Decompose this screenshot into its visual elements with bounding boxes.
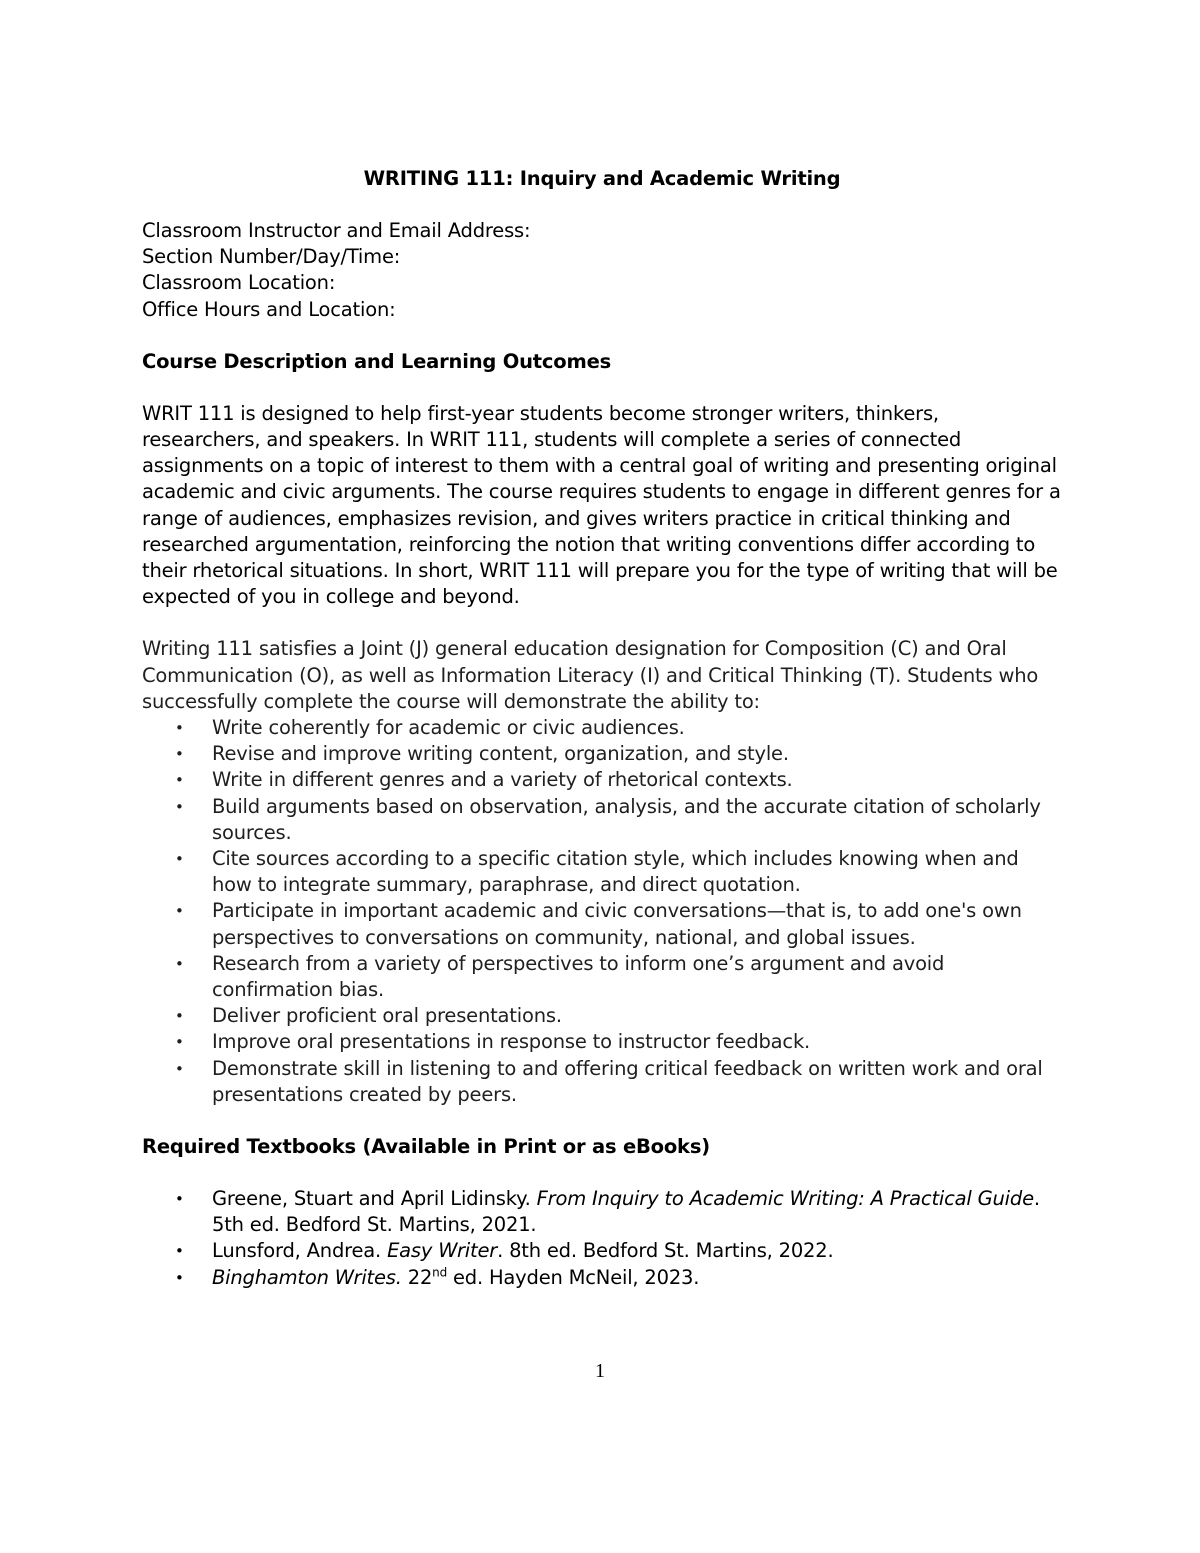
course-info-block [142,218,1062,323]
textbook-edition-suffix: nd [432,1265,447,1280]
outcome-item [142,715,1062,741]
outcome-item [142,951,1062,1003]
outcome-text: Deliver proficient oral presentations. [212,1004,562,1028]
bullet-icon: • [175,1033,184,1052]
outcome-text: Revise and improve writing content, organization, and style. [212,742,789,766]
outcome-text: Demonstrate skill in listening to and offering critical feedback on written work and oral presentations created by peers. [212,1056,1043,1106]
textbook-item [142,1265,1062,1291]
outcome-item [142,1056,1062,1108]
outcome-text: Improve oral presentations in response to instructor feedback. [212,1030,811,1054]
designation-paragraph: Writing 111 satisfies a Joint (J) general education designation for Composition (C) and Oral Communication (O), as well as Information Literacy (I) and Critical Thinking (T). Students who successfully complete the course will demonstrate the ability to: [142,637,1039,713]
outcome-text: Write in different genres and a variety of rhetorical contexts. [212,768,793,792]
textbook-author: Lunsford, Andrea. [212,1239,388,1263]
page-number: 1 [595,1360,605,1382]
textbook-edition: . 8th ed. Bedford St. Martins, 2022. [497,1239,834,1263]
instructor-line: Classroom Instructor and Email Address: [142,219,531,242]
bullet-icon: • [175,1007,184,1026]
outcome-item [142,741,1062,767]
section-line: Section Number/Day/Time: [142,245,401,269]
learning-outcomes-list [142,715,1062,1108]
textbook-author: Greene, Stuart and April Lidinsky. [212,1187,537,1211]
bullet-icon: • [175,1190,184,1209]
bullet-icon: • [175,745,184,764]
outcome-text: Cite sources according to a specific citation style, which includes knowing when and how to integrate summary, paraphrase, and direct quotation. [212,847,1019,897]
bullet-icon: • [175,771,184,790]
textbook-title: Easy Writer [387,1239,498,1263]
outcome-item [142,898,1062,950]
textbook-edition: . 5th ed. Bedford St. Martins, 2021. [212,1187,1040,1237]
bullet-icon: • [175,1268,184,1287]
textbooks-heading: Required Textbooks (Available in Print or as eBooks) [142,1135,710,1159]
bullet-icon: • [175,850,184,868]
outcome-item [142,1029,1062,1055]
textbook-item [142,1186,1062,1238]
bullet-icon: • [175,1242,184,1261]
bullet-icon: • [175,902,184,921]
document-title: WRITING 111: Inquiry and Academic Writing [363,167,841,190]
textbook-item [142,1238,1062,1264]
outcome-item [142,846,1062,898]
outcome-item [142,1003,1062,1029]
bullet-icon: • [175,718,184,737]
location-line: Classroom Location: [142,271,336,295]
textbooks-list [142,1186,1062,1291]
bullet-icon: • [175,954,184,973]
outcome-text: Write coherently for academic or civic audiences. [212,715,685,739]
outcome-item [142,794,1062,846]
description-paragraph: WRIT 111 is designed to help first-year students become stronger writers, thinkers, researchers, and speakers. In WRIT 111, students will complete a series of connected assignments on a topic of interest to them with a central goal of writing and presenting original academic and civic arguments. The course requires students to engage in different genres for a range of audiences, emphasizes revision, and gives writers practice in critical thinking and researched argumentation, reinforcing the notion that writing conventions differ according to their rhetorical situations. In short, WRIT 111 will prepare you for the type of writing that will be expected of you in college and beyond. [142,401,1061,609]
outcome-text: Build arguments based on observation, analysis, and the accurate citation of scholarly sources. [212,794,1041,844]
document-page [142,166,1062,1291]
textbook-title: Binghamton Writes. [212,1265,402,1289]
textbook-edition-number: 22 [401,1265,433,1289]
outcome-item [142,767,1062,793]
course-description-heading: Course Description and Learning Outcomes [142,349,612,373]
textbook-title: From Inquiry to Academic Writing: A Practical Guide [536,1187,1034,1211]
office-hours-line: Office Hours and Location: [142,297,396,321]
textbook-edition: ed. Hayden McNeil, 2023. [447,1265,700,1289]
bullet-icon: • [175,1059,184,1078]
bullet-icon: • [175,797,184,816]
outcome-text: Participate in important academic and civic conversations—that is, to add one's own perspectives to conversations on community, national, and global issues. [212,899,1022,949]
outcome-text: Research from a variety of perspectives to inform one’s argument and avoid confirmation bias. [212,951,945,1002]
